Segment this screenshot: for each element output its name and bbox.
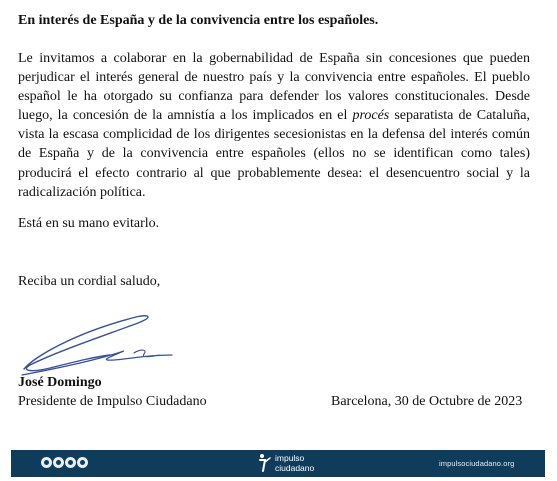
handwritten-signature: [14, 313, 189, 383]
body-text-after: separatista de Cataluña, vista la escasa complicidad de los dirigentes secesionistas en la defensa del interés común de España y de la convivencia entre españoles (ellos no se identifican como tales) producirá el efecto contrario al que probablemente desea: el desencuentro social y la radicalización política.: [18, 108, 530, 200]
logo-line-2: ciudadano: [275, 462, 315, 473]
signer-title: Presidente de Impulso Ciudadano: [18, 394, 207, 409]
instagram-icon[interactable]: [53, 457, 64, 468]
twitter-icon[interactable]: [41, 457, 52, 468]
body-text-before: Le invitamos a colaborar en la gobernabilidad de España sin concesiones que pueden perjudicar el interés general de nuestro país y la convivencia entre españoles. El pueblo español le ha otorgado su confianza para defender los valores constitucionales. Desde luego, la concesión de la amnistía a los implicados en el: [18, 51, 530, 124]
logo-mark-icon: [257, 453, 273, 473]
footer-bar: [11, 450, 545, 477]
body-text-italic: procés: [352, 108, 390, 124]
logo-text: [275, 454, 314, 473]
youtube-icon[interactable]: [77, 457, 88, 468]
place-and-date: Barcelona, 30 de Octubre de 2023: [331, 394, 523, 409]
letter-body-paragraph: [18, 49, 530, 202]
website-link[interactable]: impulsociudadano.org: [439, 459, 515, 468]
closing-salutation: Reciba un cordial saludo,: [18, 274, 161, 289]
impulso-ciudadano-logo: [257, 452, 325, 475]
logo-line-1: impulso: [275, 453, 305, 463]
signer-name: José Domingo: [18, 375, 102, 390]
social-icons: [41, 457, 88, 468]
letter-heading: En interés de España y de la convivencia entre los españoles.: [18, 13, 379, 28]
call-to-action-line: Está en su mano evitarlo.: [18, 216, 160, 231]
facebook-icon[interactable]: [65, 457, 76, 468]
